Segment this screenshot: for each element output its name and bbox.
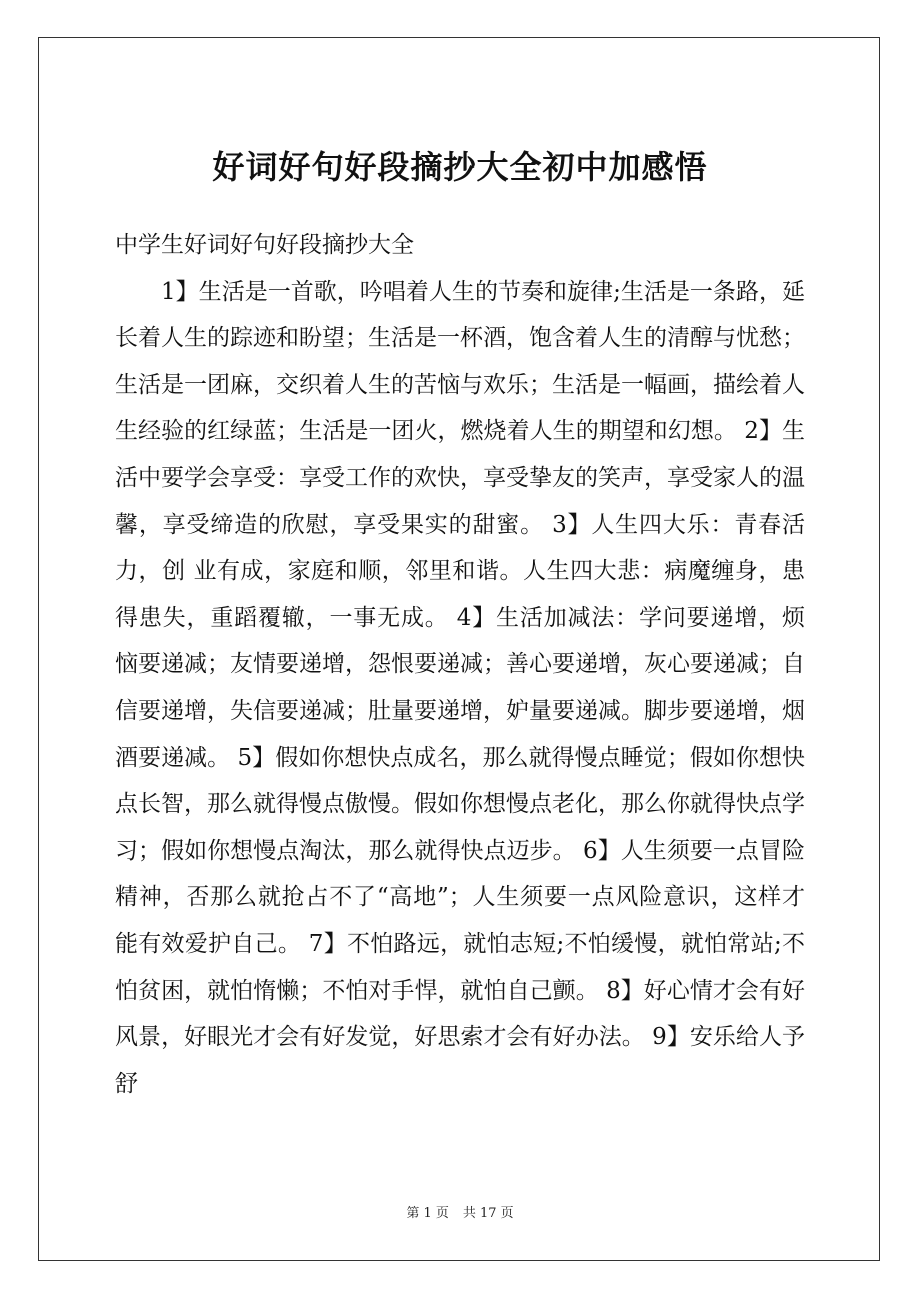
document-body [115, 222, 805, 1107]
section-subtitle: 中学生好词好句好段摘抄大全 [115, 232, 414, 258]
page-number: 第 1 页 [406, 1206, 449, 1221]
total-pages: 共 17 页 [462, 1206, 514, 1221]
body-paragraph: 1】生活是一首歌，吟唱着人生的节奏和旋律;生活是一条路，延长着人生的踪迹和盼望；生活是一杯酒，饱含着人生的清醇与忧愁；生活是一团麻，交织着人生的苦恼与欢乐；生活是一幅画，描绘着人生经验的红绿蓝；生活是一团火，燃烧着人生的期望和幻想。 2】生活中要学会享受：享受工作的欢快，享受挚友的笑声，享受家人的温馨，享受缔造的欣慰，享受果实的甜蜜。 3】人生四大乐：青春活力，创 业有成，家庭和顺，邻里和谐。人生四大悲：病魔缠身，患得患失，重蹈覆辙，一事无成。 4】生活加减法：学问要递增，烦 恼要递减；友情要递增，怨恨要递减；善心要递增，灰心要递减；自信要递增，失信要递减；肚量要递增，妒量要递减。脚步要递增，烟酒要递减。 5】假如你想快点成名，那么就得慢点睡觉；假如你想快点长智，那么就得慢点傲慢。假如你想慢点老化，那么你就得快点学习；假如你想慢点淘汰，那么就得快点迈步。 6】人生须要一点冒险精神，否那么就抢占不了“高地”；人生须要一点风险意识，这样才能有效爱护自己。 7】不怕路远，就怕志短;不怕缓慢，就怕常站;不怕贫困，就怕惰懒；不怕对手悍，就怕自己颤。 8】好心情才会有好风景，好眼光才会有好发觉，好思索才会有好办法。 9】安乐给人予舒 [115, 278, 805, 1097]
page-footer [0, 1204, 920, 1224]
document-title: 好词好句好段摘抄大全初中加感悟 [212, 148, 708, 186]
